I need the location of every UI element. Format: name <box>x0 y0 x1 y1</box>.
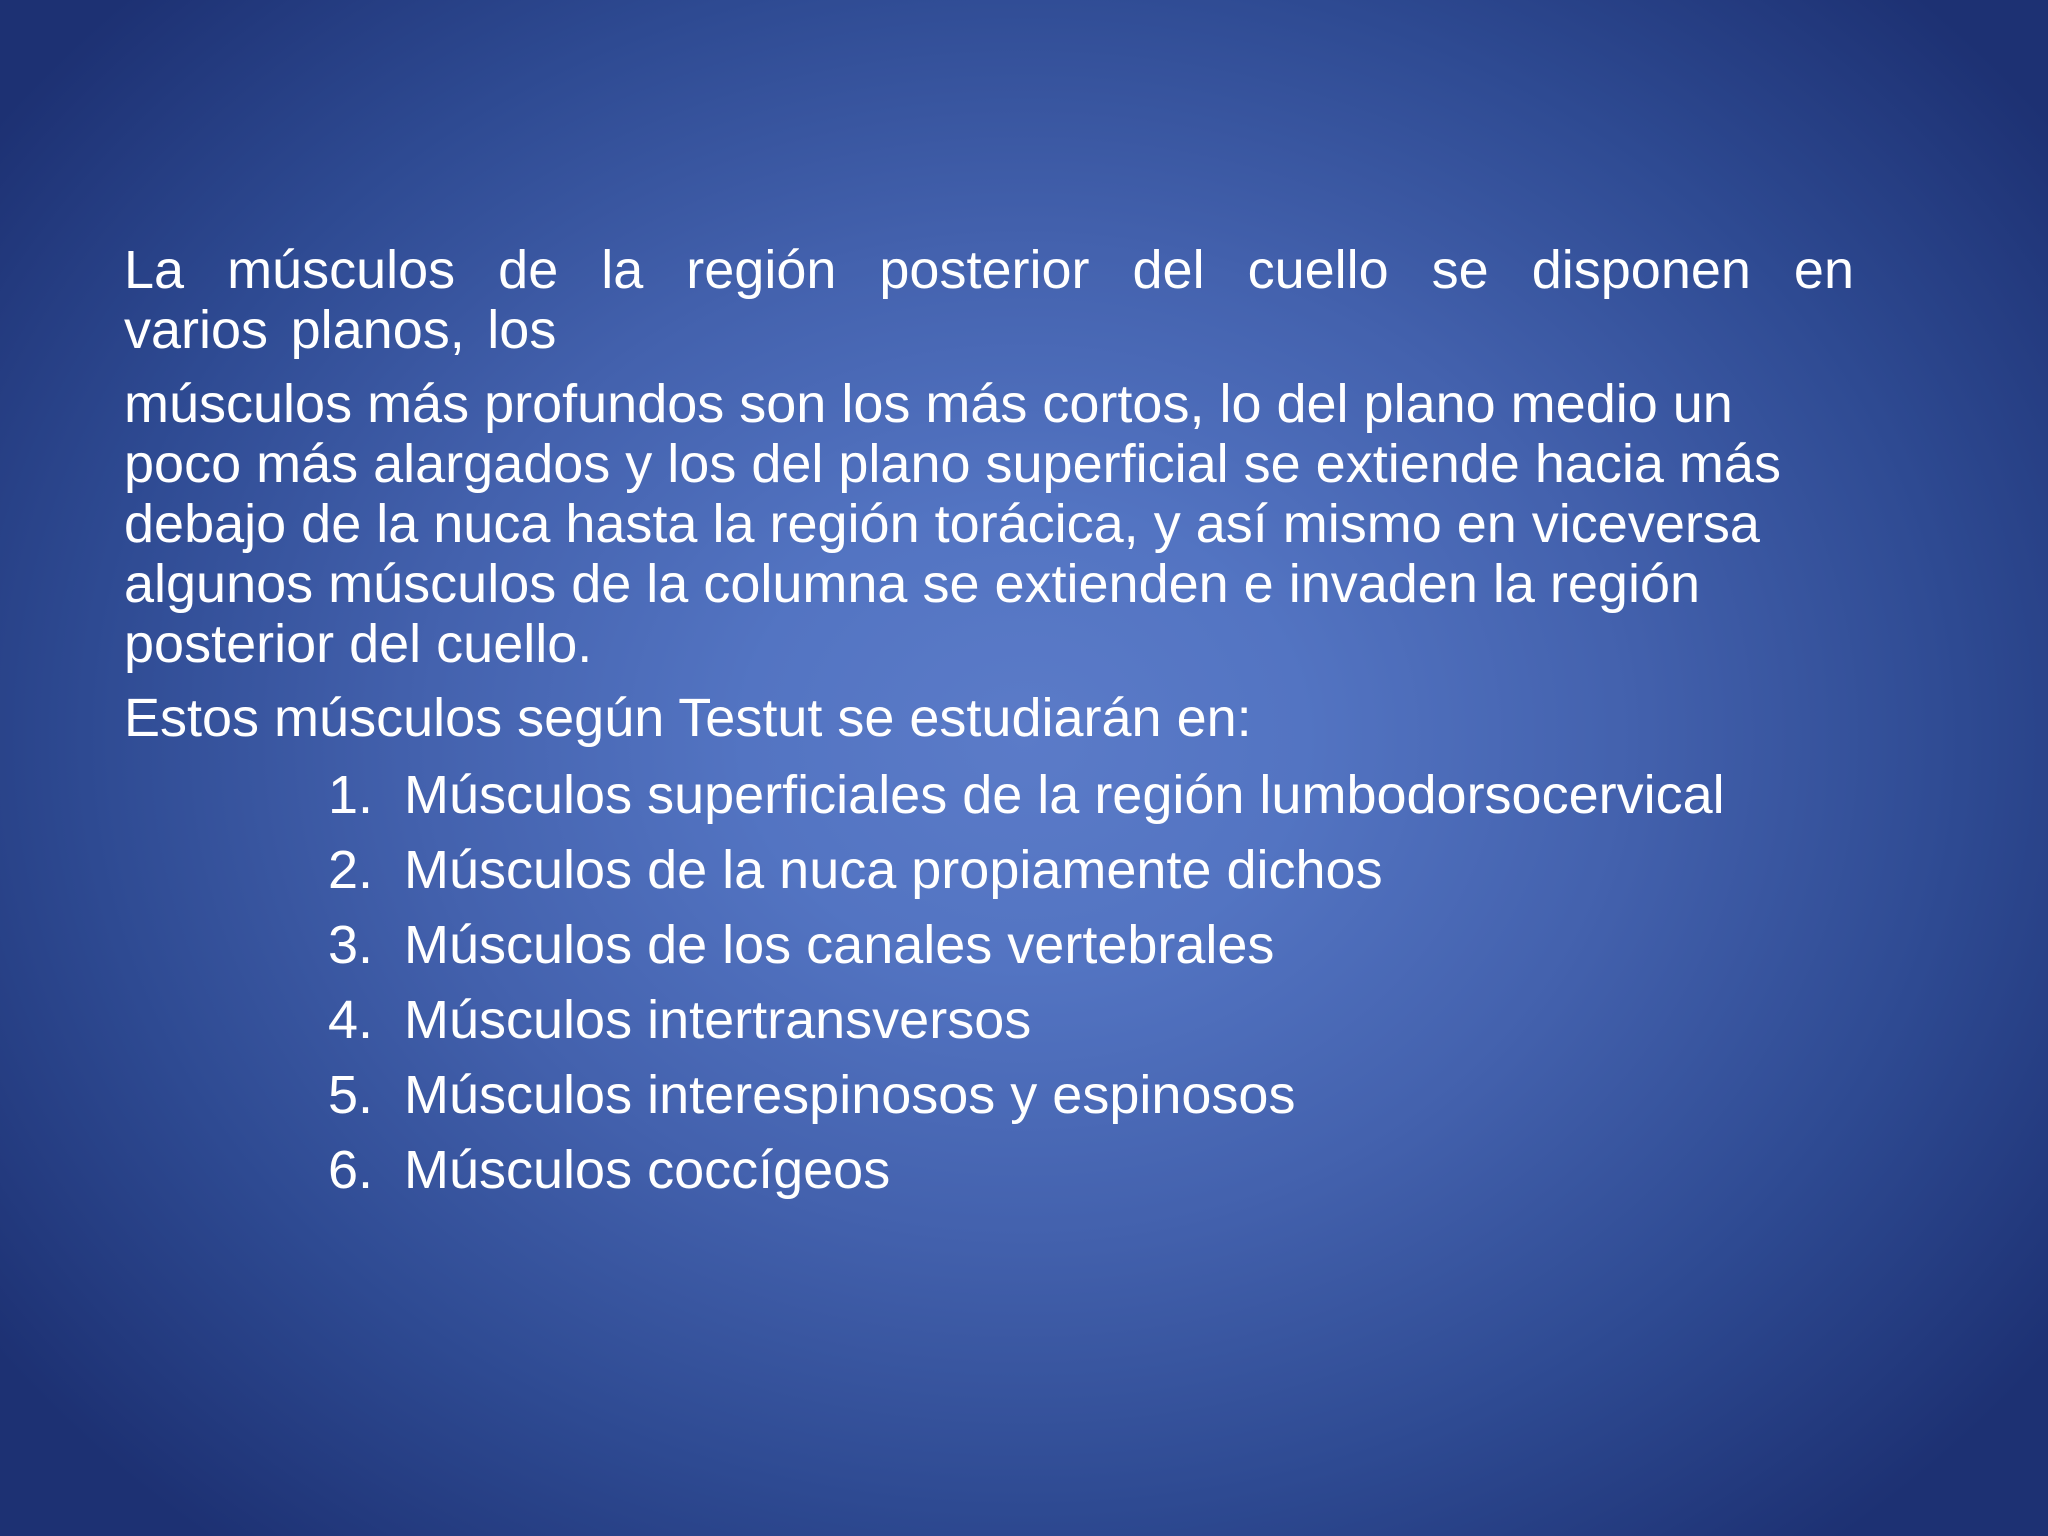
list-item-number: 6. <box>328 1140 374 1200</box>
paragraph-study-intro: Estos músculos según Testut se estudiarán en: <box>124 688 1252 748</box>
list-item <box>124 833 1854 908</box>
slide-body <box>124 240 1854 1208</box>
list-item <box>124 983 1854 1058</box>
list-item-text: Músculos interespinosos y espinosos <box>404 1065 1296 1125</box>
list-item-number: 1. <box>328 765 374 825</box>
paragraph-intro-line1: La músculos de la región posterior del cuello se disponen en <box>124 240 1854 300</box>
list-item <box>124 1058 1854 1133</box>
muscle-group-list <box>124 758 1854 1208</box>
list-item-number: 3. <box>328 915 374 975</box>
list-item-number: 5. <box>328 1065 374 1125</box>
paragraph-intro-line2: varios planos, los <box>124 300 557 360</box>
list-item-number: 2. <box>328 840 374 900</box>
list-item <box>124 758 1854 833</box>
list-item-text: Músculos de la nuca propiamente dichos <box>404 840 1383 900</box>
list-item-text: Músculos de los canales vertebrales <box>404 915 1275 975</box>
list-item-text: Músculos superficiales de la región lumbodorsocervical <box>404 765 1725 825</box>
list-item-text: Músculos coccígeos <box>404 1140 891 1200</box>
list-item <box>124 1133 1854 1208</box>
paragraph-description: músculos más profundos son los más cortos, lo del plano medio un poco más alargados y los del plano superficial se extiende hacia más debajo de la nuca hasta la región torácica, y así mismo en viceversa algunos músculos de la columna se extienden e invaden la región posterior del cuello. <box>124 374 1781 674</box>
list-item-text: Músculos intertransversos <box>404 990 1032 1050</box>
list-item-number: 4. <box>328 990 374 1050</box>
list-item <box>124 908 1854 983</box>
